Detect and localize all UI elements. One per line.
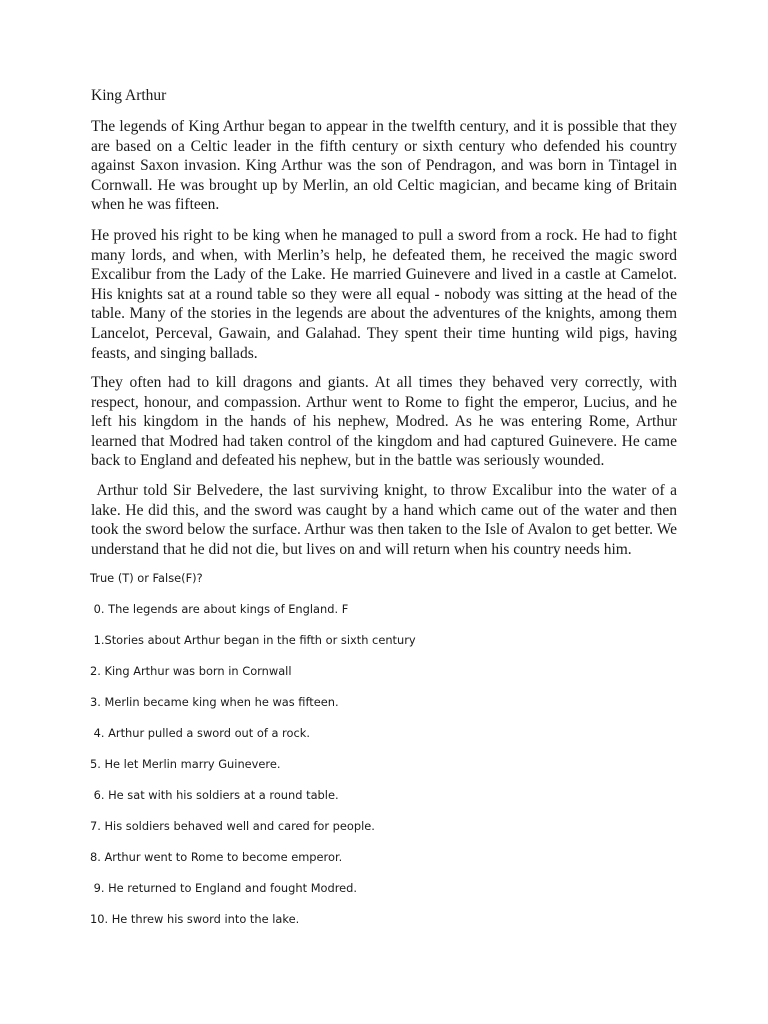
quiz-item-7: 7. His soldiers behaved well and cared for people. xyxy=(90,819,375,833)
paragraph-3: They often had to kill dragons and giants. At all times they behaved very correctly, with respect, honour, and compassion. Arthur went to Rome to fight the emperor, Lucius, and he left his kingdom in the hands of his nephew, Modred. As he was entering Rome, Arthur learned that Modred had taken control of the kingdom and had captured Guinevere. He came back to England and defeated his nephew, but in the battle was seriously wounded. xyxy=(91,374,677,470)
paragraph-1: The legends of King Arthur began to appear in the twelfth century, and it is possible that they are based on a Celtic leader in the fifth century or sixth century who defended his country against Saxon invasion. King Arthur was the son of Pendragon, and was born in Tintagel in Cornwall. He was brought up by Merlin, an old Celtic magician, and became king of Britain when he was fifteen. xyxy=(91,118,677,214)
quiz-item-0: 0. The legends are about kings of England. F xyxy=(90,602,349,616)
quiz-item-4: 4. Arthur pulled a sword out of a rock. xyxy=(90,726,310,740)
quiz-item-8: 8. Arthur went to Rome to become emperor. xyxy=(90,850,343,864)
paragraph-4: Arthur told Sir Belvedere, the last surviving knight, to throw Excalibur into the water of a lake. He did this, and the sword was caught by a hand which came out of the water and then took the sword below the surface. Arthur was then taken to the Isle of Avalon to get better. We understand that he did not die, but lives on and will return when his country needs him. xyxy=(91,482,681,558)
quiz-item-1: 1.Stories about Arthur began in the fifth or sixth century xyxy=(90,633,416,647)
quiz-item-3: 3. Merlin became king when he was fifteen. xyxy=(90,695,339,709)
quiz-item-9: 9. He returned to England and fought Modred. xyxy=(90,881,358,895)
quiz-item-2: 2. King Arthur was born in Cornwall xyxy=(90,664,292,678)
quiz-item-5: 5. He let Merlin marry Guinevere. xyxy=(90,757,281,771)
quiz-heading: True (T) or False(F)? xyxy=(90,571,203,585)
quiz-item-6: 6. He sat with his soldiers at a round table. xyxy=(90,788,339,802)
paragraph-2: He proved his right to be king when he managed to pull a sword from a rock. He had to fight many lords, and when, with Merlin’s help, he defeated them, he received the magic sword Excalibur from the Lady of the Lake. He married Guinevere and lived in a castle at Camelot. His knights sat at a round table so they were all equal - nobody was sitting at the head of the table. Many of the stories in the legends are about the adventures of the knights, among them Lancelot, Perceval, Gawain, and Galahad. They spent their time hunting wild pigs, having feasts, and singing ballads. xyxy=(91,227,677,362)
quiz-item-10: 10. He threw his sword into the lake. xyxy=(90,912,300,926)
document-title: King Arthur xyxy=(91,87,167,104)
